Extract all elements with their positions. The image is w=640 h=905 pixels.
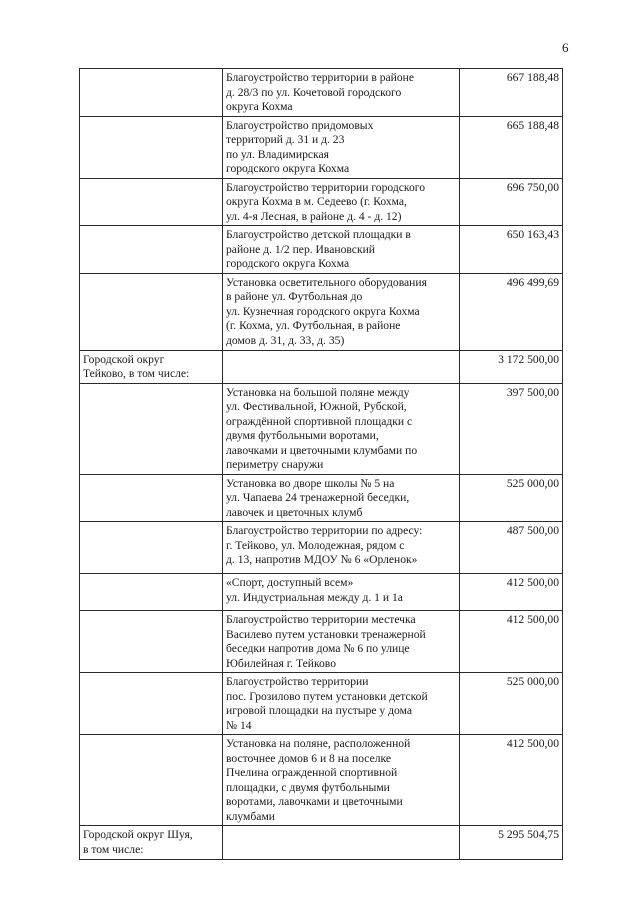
org-cell (80, 273, 223, 350)
org-cell (80, 383, 223, 474)
table-row (80, 350, 563, 383)
amount-cell: 5 295 504,75 (460, 826, 563, 860)
description-cell: Установка на поляне, расположенной восточнее домов 6 и 8 на поселке Пчелина огражденной спортивной площадки, с двумя футбольными воротами, лавочками и цветочными клумбами (223, 735, 460, 826)
amount-cell: 525 000,00 (460, 474, 563, 522)
amount-cell: 412 500,00 (460, 574, 563, 611)
amount-cell: 667 188,48 (460, 69, 563, 117)
description-cell: Установка на большой поляне между ул. Фестивальной, Южной, Рубской, ограждённой спортивной площадки с двумя футбольными воротами, лавочками и цветочными клумбами по периметру снаружи (223, 383, 460, 474)
amount-cell: 397 500,00 (460, 383, 563, 474)
table-row (80, 226, 563, 274)
amount-cell: 412 500,00 (460, 611, 563, 673)
amount-cell: 487 500,00 (460, 522, 563, 574)
table-row (80, 826, 563, 860)
funding-table (79, 68, 563, 860)
page-number: 6 (562, 40, 569, 55)
org-cell (80, 522, 223, 574)
description-cell (223, 826, 460, 860)
amount-cell: 525 000,00 (460, 673, 563, 735)
description-cell: Установка во дворе школы № 5 на ул. Чапаева 24 тренажерной беседки, лавочек и цветочных клумб (223, 474, 460, 522)
org-cell: Городской округ Шуя, в том числе: (80, 826, 223, 860)
org-cell (80, 673, 223, 735)
org-cell (80, 116, 223, 178)
org-cell (80, 226, 223, 274)
org-cell: Городской округ Тейково, в том числе: (80, 350, 223, 383)
org-cell (80, 69, 223, 117)
amount-cell: 696 750,00 (460, 178, 563, 226)
description-cell: Благоустройство территории городского округа Кохма в м. Седеево (г. Кохма, ул. 4-я Лесная, в районе д. 4 - д. 12) (223, 178, 460, 226)
table-row (80, 611, 563, 673)
amount-cell: 650 163,43 (460, 226, 563, 274)
description-cell: Благоустройство территории местечка Василево путем установки тренажерной беседки напротив дома № 6 по улице Юбилейная г. Тейково (223, 611, 460, 673)
table-row (80, 69, 563, 117)
table-row (80, 116, 563, 178)
org-cell (80, 574, 223, 611)
amount-cell: 665 188,48 (460, 116, 563, 178)
description-cell: Установка осветительного оборудования в районе ул. Футбольная до ул. Кузнечная городского округа Кохма (г. Кохма, ул. Футбольная, в районе домов д. 31, д. 33, д. 35) (223, 273, 460, 350)
description-cell (223, 350, 460, 383)
table-row (80, 273, 563, 350)
description-cell: Благоустройство придомовых территорий д. 31 и д. 23 по ул. Владимирская городского округа Кохма (223, 116, 460, 178)
table-row (80, 474, 563, 522)
description-cell: Благоустройство территории в районе д. 28/3 по ул. Кочетовой городского округа Кохма (223, 69, 460, 117)
amount-cell: 496 499,69 (460, 273, 563, 350)
description-cell: Благоустройство детской площадки в районе д. 1/2 пер. Ивановский городского округа Кохма (223, 226, 460, 274)
table-row (80, 574, 563, 611)
table-row (80, 178, 563, 226)
org-cell (80, 178, 223, 226)
table-row (80, 735, 563, 826)
amount-cell: 3 172 500,00 (460, 350, 563, 383)
description-cell: «Спорт, доступный всем» ул. Индустриальная между д. 1 и 1а (223, 574, 460, 611)
org-cell (80, 474, 223, 522)
org-cell (80, 611, 223, 673)
description-cell: Благоустройство территории по адресу: г. Тейково, ул. Молодежная, рядом с д. 13, напротив МДОУ № 6 «Орленок» (223, 522, 460, 574)
org-cell (80, 735, 223, 826)
table-row (80, 522, 563, 574)
table-row (80, 383, 563, 474)
amount-cell: 412 500,00 (460, 735, 563, 826)
table-row (80, 673, 563, 735)
description-cell: Благоустройство территории пос. Грозилово путем установки детской игровой площадки на пустыре у дома № 14 (223, 673, 460, 735)
